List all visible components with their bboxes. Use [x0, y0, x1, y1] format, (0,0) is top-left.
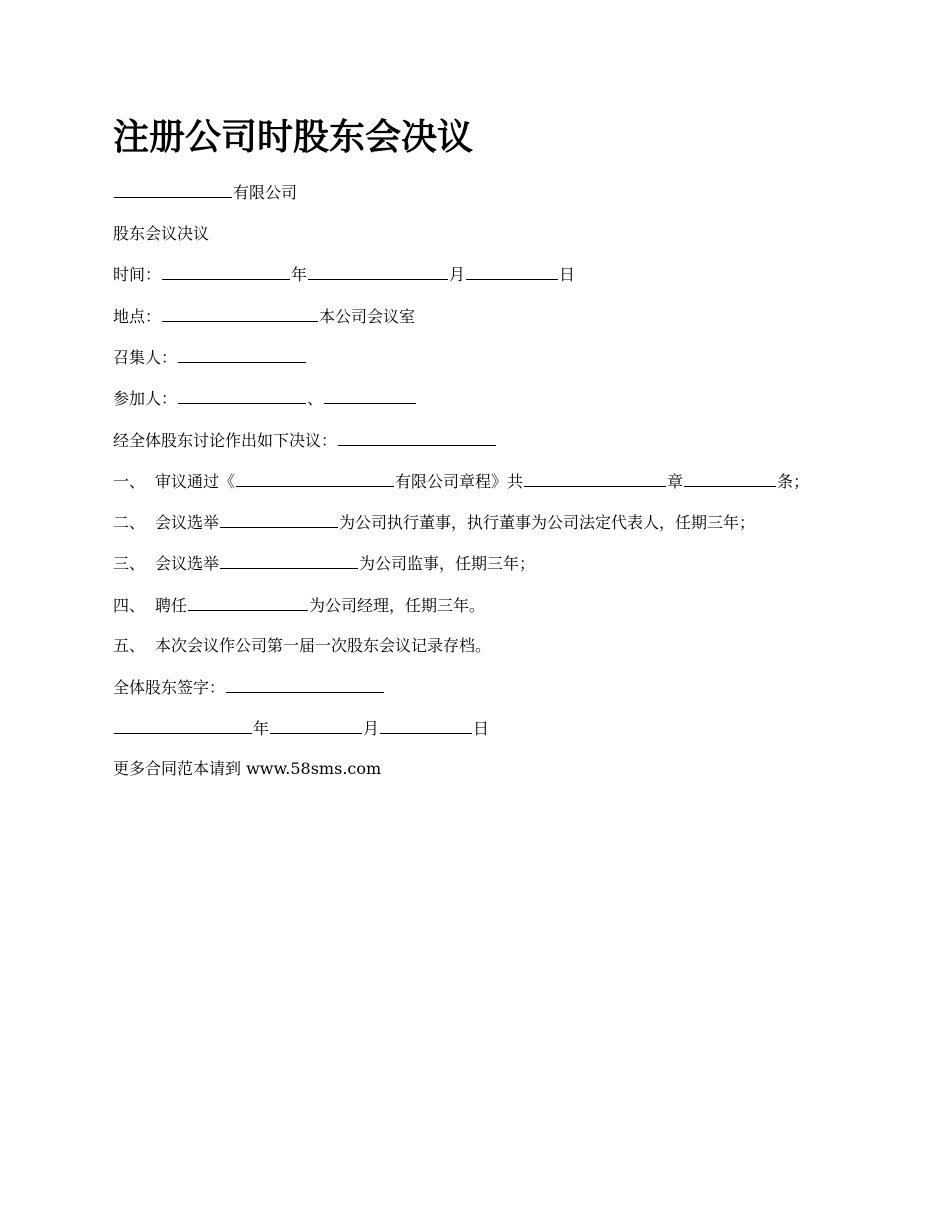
signature-blank[interactable] — [226, 675, 384, 693]
date-month-blank[interactable] — [270, 716, 362, 734]
signature-label: 全体股东签字： — [113, 678, 226, 697]
resolution-text: 聘任 — [155, 596, 188, 615]
date-year-blank[interactable] — [114, 716, 252, 734]
date-day-blank[interactable] — [380, 716, 472, 734]
time-year-unit: 年 — [291, 265, 308, 284]
resolution-item — [113, 634, 491, 658]
resolution-number: 三、 — [113, 554, 146, 573]
resolution-number: 一、 — [113, 472, 146, 491]
convener-line — [113, 345, 307, 370]
footer-link-text: 更多合同范本请到 www.58sms.com — [113, 759, 382, 778]
resolution-number: 四、 — [113, 596, 146, 615]
date-day-unit: 日 — [473, 719, 490, 738]
date-line — [113, 716, 489, 741]
resolution-text: 为公司经理，任期三年。 — [309, 596, 486, 615]
resolution-text: 为公司执行董事，执行董事为公司法定代表人，任期三年； — [339, 513, 756, 532]
time-line — [113, 262, 575, 287]
location-label: 地点： — [113, 307, 162, 326]
document-subtitle: 股东会议决议 — [113, 224, 210, 243]
resolution-item — [113, 510, 755, 535]
resolution-number: 五、 — [113, 636, 146, 655]
time-year-blank[interactable] — [162, 262, 290, 280]
company-name-blank[interactable] — [114, 180, 232, 198]
time-month-blank[interactable] — [308, 262, 448, 280]
convener-blank[interactable] — [178, 345, 306, 363]
time-label: 时间： — [113, 265, 162, 284]
resolution-number: 二、 — [113, 513, 146, 532]
resolution-text: 条； — [777, 472, 810, 491]
participant-1-blank[interactable] — [178, 386, 306, 404]
time-day-unit: 日 — [559, 265, 576, 284]
resolution-text: 章 — [667, 472, 684, 491]
article-count-blank[interactable] — [684, 469, 776, 487]
company-suffix: 有限公司 — [233, 183, 298, 202]
resolution-text: 审议通过《 — [155, 472, 236, 491]
chapter-count-blank[interactable] — [524, 469, 666, 487]
intro-line — [113, 428, 497, 453]
location-suffix: 本公司会议室 — [319, 307, 416, 326]
resolution-text: 会议选举 — [155, 513, 220, 532]
resolution-text: 会议选举 — [155, 554, 220, 573]
company-charter-blank[interactable] — [236, 469, 394, 487]
location-blank[interactable] — [162, 304, 318, 322]
convener-label: 召集人： — [113, 348, 178, 367]
executive-director-blank[interactable] — [220, 510, 338, 528]
date-year-unit: 年 — [253, 719, 270, 738]
company-name-line — [113, 180, 297, 205]
resolution-text: 为公司监事，任期三年； — [359, 554, 536, 573]
supervisor-blank[interactable] — [220, 551, 358, 569]
manager-blank[interactable] — [188, 593, 308, 611]
resolution-text: 本次会议作公司第一届一次股东会议记录存档。 — [155, 636, 492, 655]
resolution-text: 有限公司章程》共 — [395, 472, 524, 491]
signature-line — [113, 675, 385, 700]
participants-label: 参加人： — [113, 389, 178, 408]
document-title: 注册公司时股东会决议 — [113, 116, 474, 158]
intro-text: 经全体股东讨论作出如下决议： — [113, 431, 338, 450]
resolution-item — [113, 551, 535, 576]
participant-2-blank[interactable] — [324, 386, 416, 404]
time-day-blank[interactable] — [466, 262, 558, 280]
participants-line — [113, 386, 417, 411]
resolution-item — [113, 469, 809, 494]
time-month-unit: 月 — [449, 265, 466, 284]
intro-blank[interactable] — [338, 428, 496, 446]
location-line — [113, 304, 415, 329]
date-month-unit: 月 — [363, 719, 380, 738]
participants-separator: 、 — [307, 389, 324, 408]
resolution-item — [113, 593, 485, 618]
